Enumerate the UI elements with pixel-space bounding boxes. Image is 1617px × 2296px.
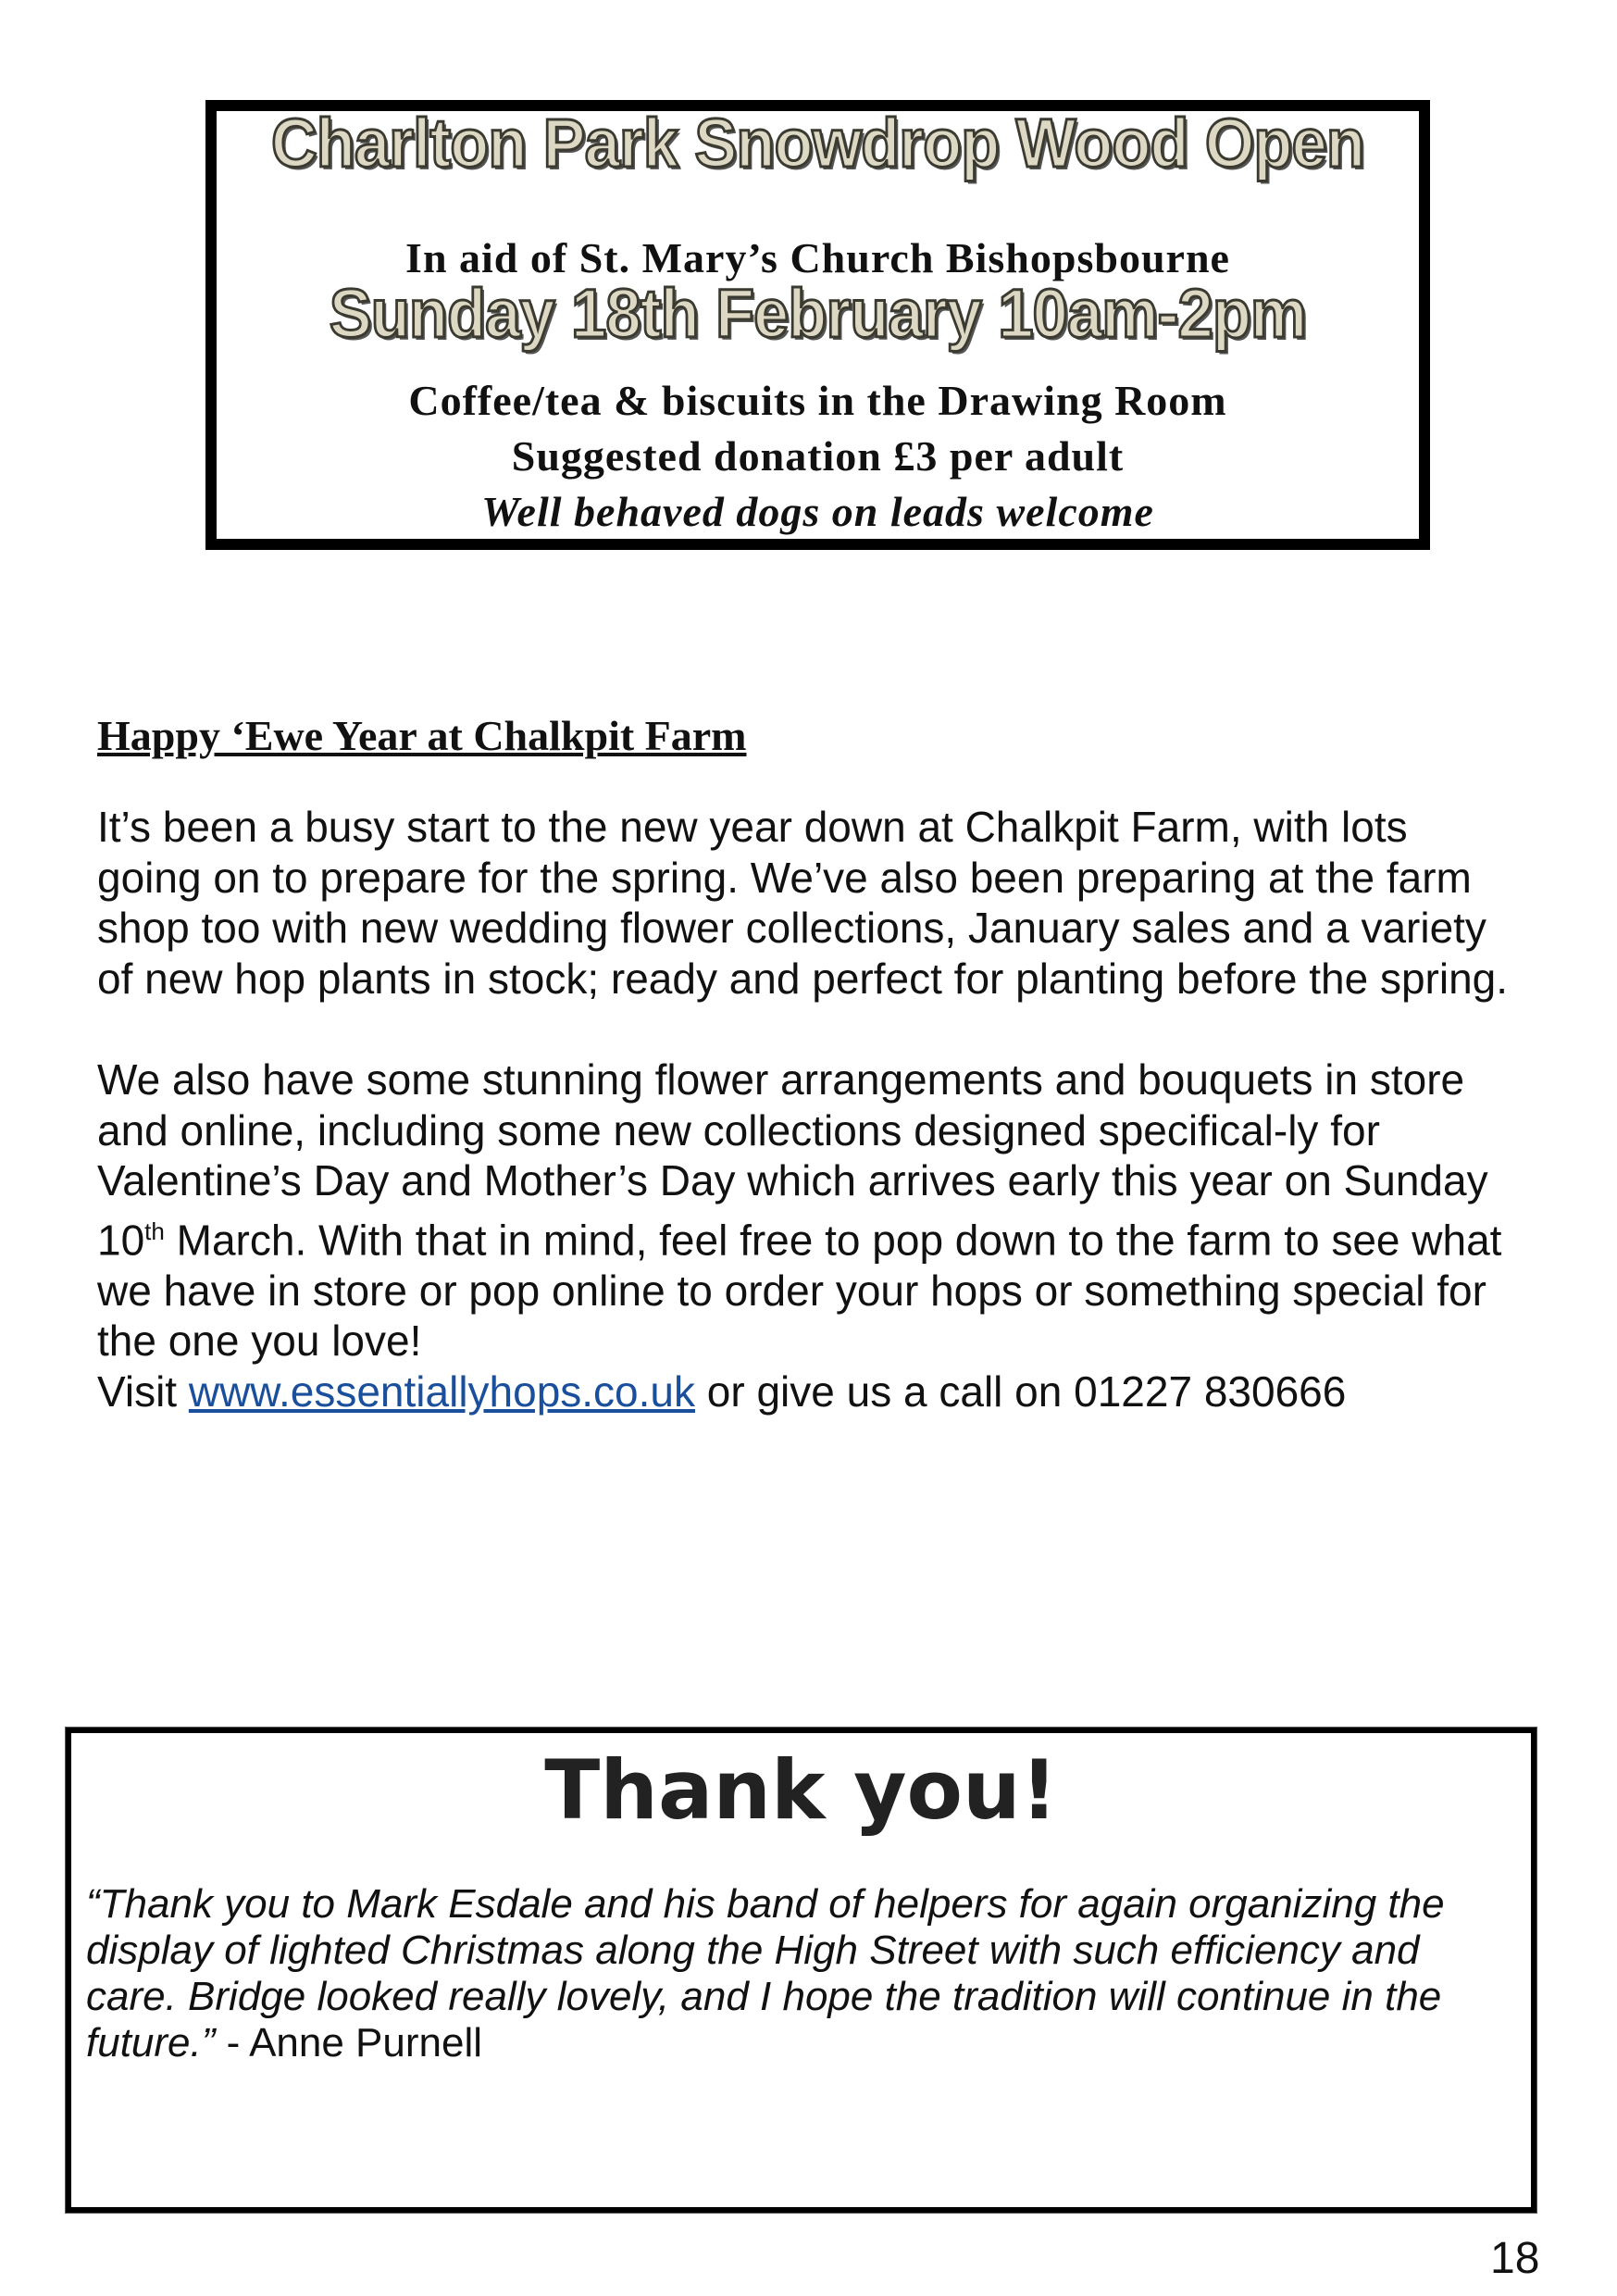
superscript: th xyxy=(144,1217,165,1245)
paragraph-text: March. With that in mind, feel free to pop down to the farm to see what we have in store or pop online to order your hops or something special for the one you love! xyxy=(97,1216,1502,1366)
thank-you-box xyxy=(66,1728,1536,2213)
article-paragraph-1: It’s been a busy start to the new year down at Chalkpit Farm, with lots going on to prepare for the spring. We’ve also been preparing at the farm shop too with new wedding flower collections, January sales and a variety of new hop plants in stock; ready and perfect for planting before the spring. xyxy=(97,803,1509,1003)
thank-you-title: Thank you! xyxy=(544,1742,1058,1838)
event-cause: In aid of St. Mary’s Church Bishopsbourne xyxy=(405,234,1230,281)
thank-you-quote xyxy=(86,1881,1516,2066)
visit-prefix: Visit xyxy=(97,1366,189,1416)
event-title: Charlton Park Snowdrop Wood Open xyxy=(271,105,1364,181)
event-donation: Suggested donation £3 per adult xyxy=(511,432,1125,480)
website-link[interactable]: www.essentiallyhops.co.uk xyxy=(188,1366,696,1416)
event-date: Sunday 18th February 10am-2pm xyxy=(329,275,1307,352)
article-paragraph-2 xyxy=(97,1054,1523,1366)
event-refreshments: Coffee/tea & biscuits in the Drawing Room xyxy=(408,377,1227,424)
article-body xyxy=(97,802,1523,1416)
visit-suffix: or give us a call on 01227 830666 xyxy=(695,1366,1347,1416)
article-heading: Happy ‘Ewe Year at Chalkpit Farm xyxy=(97,712,747,759)
quote-text: “Thank you to Mark Esdale and his band of helpers for again organizing the display of lighted Christmas along the High Street with such efficiency and care. Bridge looked really lovely, and I hope the tradition will continue in the future.” xyxy=(86,1881,1445,2065)
event-dogs: Well behaved dogs on leads welcome xyxy=(481,488,1154,535)
page-number: 18 xyxy=(1490,2234,1540,2283)
paragraph-text: We also have some stunning flower arrangements and bouquets in store and online, including some new collections designed specifical-ly for Valentine’s Day and Mother’s Day which arrives early this year on Sunday 10 xyxy=(97,1054,1488,1265)
article-visit-line xyxy=(97,1366,1523,1417)
event-notice-box xyxy=(205,100,1430,550)
quote-attribution: - Anne Purnell xyxy=(215,2020,483,2065)
